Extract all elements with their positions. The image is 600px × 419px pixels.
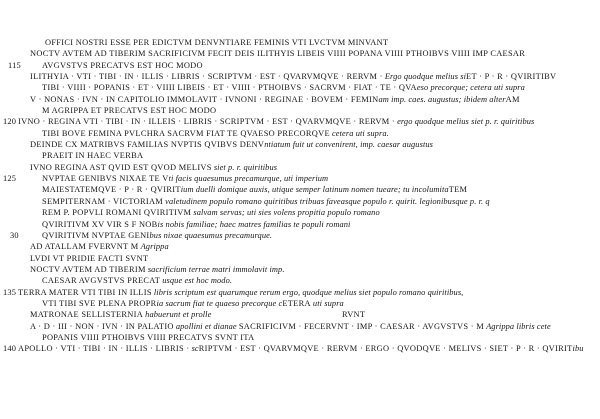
line-text	[42, 196, 490, 207]
text-line	[0, 82, 600, 93]
line-text	[30, 241, 169, 252]
inscription-text: ET · P · R · QVIRITIBV	[466, 72, 557, 82]
line-text	[42, 173, 328, 184]
inscription-text: QVIRITIVM XV VIR S F NOB	[42, 219, 158, 229]
editorial-supplement: ibu	[572, 344, 584, 354]
editorial-supplement: ium duelli domique auxis, utique semper latinum nomen tueare; tu incolumita	[180, 185, 449, 195]
editorial-supplement: sc	[191, 344, 199, 354]
line-text	[42, 275, 232, 286]
inscription-text: MAIESTATEMQVE · P · R · QVIRIT	[42, 185, 181, 195]
text-line	[0, 139, 600, 150]
text-line	[0, 264, 600, 275]
line-text	[30, 48, 525, 59]
text-line	[0, 128, 600, 139]
line-text	[30, 309, 211, 320]
editorial-supplement: habuerunt et prolle	[145, 310, 212, 320]
text-line	[0, 287, 600, 298]
line-text	[30, 71, 556, 82]
text-line	[0, 150, 600, 161]
editorial-supplement: ergo quodque melius siet p. r. quiritibus	[397, 117, 535, 127]
line-text	[30, 253, 148, 264]
text-line	[0, 253, 600, 264]
editorial-supplement: ti facis quaesumus precamurque, uti imperium	[168, 174, 329, 184]
inscription-text: DEINDE CX MATRIBVS FAMILIAS NVPTIS QVIBVS DENV	[30, 140, 265, 150]
text-line	[0, 37, 600, 48]
inscription-text: APOLLO · VTI · TIBI · IN · ILLIS · LIBRIS ·	[18, 344, 190, 354]
text-line	[0, 116, 600, 127]
line-number: 120	[3, 117, 17, 127]
inscription-text: PRAEIT IN HAEC VERBA	[42, 151, 144, 161]
editorial-supplement: eso precorque; cetera uti supra	[416, 83, 525, 93]
text-line	[0, 173, 600, 184]
inscription-text: SEMPITERNAM · VICTORIAM	[42, 196, 164, 206]
editorial-supplement: bus nixae quaesumus precamurque.	[149, 230, 273, 240]
inscription-text: VTI TIBI SVE PLENA PROPR	[42, 298, 157, 308]
line-text	[30, 264, 285, 275]
line-text	[42, 105, 216, 116]
inscription-text: AVGVSTVS PRECATVS EST HOC MODO	[42, 60, 203, 70]
text-line	[0, 48, 600, 59]
text-line	[0, 298, 600, 309]
line-text	[42, 128, 389, 139]
inscription-text: NVPTAE GENIBVS NIXAE TE V	[42, 174, 169, 184]
editorial-supplement: Agrippa libris cete	[486, 321, 551, 331]
text-line	[0, 343, 600, 354]
inscription-text: ETERA	[282, 298, 311, 308]
inscription-text: POPANIS VIIII PTHOIBVS VIIII PRECATVS SVNT ITA	[42, 332, 255, 342]
text-line	[0, 207, 600, 218]
text-line	[0, 241, 600, 252]
inscription-text: RIPTVM · EST · QVARVMQVE · RERVM · ERGO · QVODQVE · MELIVS · SIET · P · R · QVIRIT	[198, 344, 573, 354]
inscription-text: AD ATALLAM FVERVNT M	[30, 242, 139, 252]
text-line	[0, 196, 600, 207]
editorial-supplement: ia sacrum fiat te quaeso precorque c	[156, 298, 283, 308]
editorial-supplement: siet p. r. quiritibus	[213, 162, 278, 172]
inscription-text: AM	[505, 94, 520, 104]
inscription-text: IVNO · REGINA VTI · TIBI · IN · ILLEIS · LIBRIS · SCRIPTVM · EST · QVARVMQVE · RERVM ·	[18, 117, 395, 127]
line-text	[42, 332, 254, 343]
line-number: 115	[8, 60, 21, 70]
text-line	[0, 275, 600, 286]
inscription-text: TEM	[448, 185, 468, 195]
inscription-text: TERRA MATER VTI TIBI IN ILLIS	[18, 287, 152, 297]
editorial-supplement: uti supra	[312, 298, 344, 308]
editorial-supplement: usque est hoc modo.	[162, 276, 233, 286]
line-text	[42, 184, 467, 195]
text-line	[0, 71, 600, 82]
line-text	[42, 82, 525, 93]
inscription-text: RVNT	[342, 310, 366, 320]
inscription-text: SACRIFICIVM · FECERVNT · IMP · CAESAR · AVGVSTVS · M	[238, 321, 484, 331]
line-number: 140	[3, 344, 17, 354]
text-line	[0, 162, 600, 173]
text-line	[0, 309, 600, 320]
inscription-text: ILITHYIA · VTI · TIBI · IN · ILLIS · LIBRIS · SCRIPTVM · EST · QVARVMQVE · RERVM ·	[30, 72, 383, 82]
inscription-text: TIBI BOVE FEMINA PVLCHRA SACRVM FIAT TE QVAESO PRECORQVE	[42, 128, 330, 138]
inscription-text: TIBI · VIIII · POPANIS · ET · VIIII LIBEIS · ET · VIIII · PTHOIBVS · SACRVM · FIAT · TE · QVA	[42, 83, 417, 93]
line-text	[42, 230, 272, 241]
text-line	[0, 60, 600, 71]
line-text	[42, 298, 344, 309]
editorial-supplement: sacrificium terrae matri immolavit imp.	[147, 264, 285, 274]
line-text	[30, 162, 277, 173]
editorial-supplement: Ergo quodque melius si	[384, 72, 467, 82]
inscription-text: MATRONAE SELLISTERNIA	[30, 310, 144, 320]
line-text	[30, 139, 433, 150]
line-text	[30, 321, 551, 332]
editorial-supplement: cetera uti supra.	[331, 128, 389, 138]
text-line	[0, 219, 600, 230]
inscription-text: IVNO REGINA AST QVID EST QVOD MELIVS	[30, 162, 212, 172]
line-number: 135	[3, 287, 17, 297]
inscription-text: V · NONAS · IVN · IN CAPITOLIO IMMOLAVIT · IVNONI · REGINAE · BOVEM · FEMIN	[30, 94, 379, 104]
line-text	[42, 219, 351, 230]
editorial-supplement: valetudinem populo romano quiritibus tribuas faveasque populo r. quirit. legionibusque p. r. q	[165, 196, 490, 206]
line-text	[45, 37, 388, 48]
inscription-text: OFFICI NOSTRI ESSE PER EDICTVM DENVNTIARE FEMINIS VTI LVCTVM MINVANT	[45, 38, 389, 47]
line-number: 125	[3, 174, 17, 184]
text-line	[0, 184, 600, 195]
text-line	[0, 321, 600, 332]
line-text	[42, 150, 143, 161]
editorial-supplement: salvam servas; uti sies volens propitia populo romano	[193, 208, 380, 218]
editorial-supplement: libris scriptum est quarumque rerum ergo, quodque melius siet populo romano quiritibus,	[153, 287, 464, 297]
inscription-text: NOCTV AVTEM AD TIBERIM	[30, 264, 146, 274]
text-line	[0, 332, 600, 343]
line-text	[18, 287, 463, 298]
inscription-text: REM P. POPVLI ROMANI QVIRITIVM	[42, 208, 192, 218]
inscription-text: LVDI VT PRIDIE FACTI SVNT	[30, 253, 149, 263]
editorial-supplement: is nobis familiae; haec matres familias te populi romani	[157, 219, 351, 229]
line-text	[42, 60, 203, 71]
line-text	[42, 207, 380, 218]
text-line	[0, 94, 600, 105]
line-text	[18, 116, 534, 127]
text-line	[0, 105, 600, 116]
editorial-supplement: am imp. caes. augustus; ibidem alter	[378, 94, 506, 104]
inscription-text-block	[0, 37, 600, 355]
inscription-text: CAESAR AVGVSTVS PRECAT	[42, 276, 161, 286]
inscription-text: QVIRITIVM NVPTAE GENI	[42, 230, 150, 240]
inscription-text: M AGRIPPA ET PRECATVS EST HOC MODO	[42, 106, 217, 116]
inscription-text: A · D · III · NON · IVN · IN PALATIO	[30, 321, 174, 331]
editorial-supplement: Agrippa	[140, 242, 169, 252]
text-line	[0, 230, 600, 241]
editorial-supplement: ntiatum fuit ut convenirent, imp. caesar augustus	[264, 140, 434, 150]
line-number: 30	[10, 230, 19, 240]
line-text	[18, 343, 584, 354]
line-text	[30, 94, 520, 105]
inscription-text: NOCTV AVTEM AD TIBERIM SACRIFICIVM FECIT DEIS ILITHYIS LIBEIS VIIII POPANA VIIII PTHOIBVS VIIII IMP CAESAR	[30, 49, 526, 59]
editorial-supplement: apollini et dianae	[175, 321, 237, 331]
